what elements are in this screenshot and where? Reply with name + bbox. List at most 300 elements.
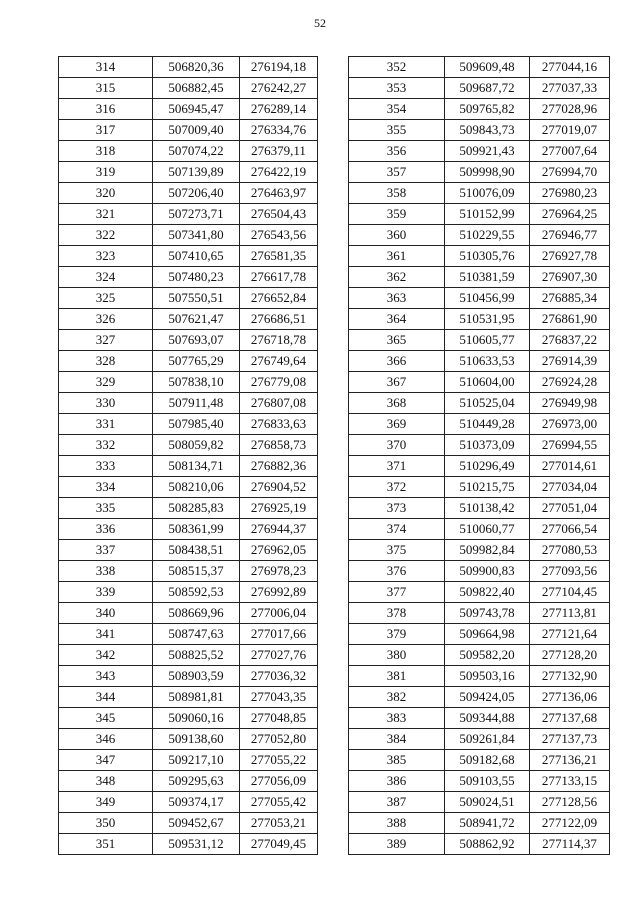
table-row (59, 813, 318, 834)
point-number-cell: 336 (59, 519, 153, 540)
table-body-left (59, 57, 318, 855)
point-number-cell: 372 (349, 477, 445, 498)
y-coordinate-cell: 277137,68 (530, 708, 610, 729)
y-coordinate-cell: 276463,97 (240, 183, 318, 204)
point-number-cell: 346 (59, 729, 153, 750)
table-row (349, 183, 610, 204)
table-row (59, 834, 318, 855)
point-number-cell: 330 (59, 393, 153, 414)
point-number-cell: 381 (349, 666, 445, 687)
y-coordinate-cell: 276749,64 (240, 351, 318, 372)
point-number-cell: 340 (59, 603, 153, 624)
table-row (349, 498, 610, 519)
point-number-cell: 327 (59, 330, 153, 351)
table-row (349, 687, 610, 708)
table-row (59, 729, 318, 750)
table-row (349, 141, 610, 162)
point-number-cell: 374 (349, 519, 445, 540)
table-row (349, 309, 610, 330)
x-coordinate-cell: 507911,48 (153, 393, 240, 414)
point-number-cell: 378 (349, 603, 445, 624)
point-number-cell: 369 (349, 414, 445, 435)
x-coordinate-cell: 509452,67 (153, 813, 240, 834)
coordinates-table-left (58, 56, 318, 855)
table-row (349, 540, 610, 561)
point-number-cell: 350 (59, 813, 153, 834)
x-coordinate-cell: 509217,10 (153, 750, 240, 771)
y-coordinate-cell: 276914,39 (530, 351, 610, 372)
point-number-cell: 339 (59, 582, 153, 603)
y-coordinate-cell: 277132,90 (530, 666, 610, 687)
point-number-cell: 386 (349, 771, 445, 792)
y-coordinate-cell: 277137,73 (530, 729, 610, 750)
table-row (349, 225, 610, 246)
x-coordinate-cell: 510605,77 (445, 330, 530, 351)
x-coordinate-cell: 509138,60 (153, 729, 240, 750)
y-coordinate-cell: 277136,06 (530, 687, 610, 708)
point-number-cell: 388 (349, 813, 445, 834)
y-coordinate-cell: 277019,07 (530, 120, 610, 141)
point-number-cell: 353 (349, 78, 445, 99)
y-coordinate-cell: 277093,56 (530, 561, 610, 582)
table-row (349, 603, 610, 624)
y-coordinate-cell: 276904,52 (240, 477, 318, 498)
x-coordinate-cell: 507985,40 (153, 414, 240, 435)
y-coordinate-cell: 276807,08 (240, 393, 318, 414)
x-coordinate-cell: 508210,06 (153, 477, 240, 498)
x-coordinate-cell: 510456,99 (445, 288, 530, 309)
point-number-cell: 321 (59, 204, 153, 225)
table-row (349, 246, 610, 267)
y-coordinate-cell: 276925,19 (240, 498, 318, 519)
table-row (59, 309, 318, 330)
x-coordinate-cell: 510449,28 (445, 414, 530, 435)
point-number-cell: 314 (59, 57, 153, 78)
y-coordinate-cell: 277007,64 (530, 141, 610, 162)
x-coordinate-cell: 509900,83 (445, 561, 530, 582)
x-coordinate-cell: 508438,51 (153, 540, 240, 561)
y-coordinate-cell: 277080,53 (530, 540, 610, 561)
point-number-cell: 383 (349, 708, 445, 729)
table-row (59, 561, 318, 582)
table-row (59, 120, 318, 141)
point-number-cell: 326 (59, 309, 153, 330)
x-coordinate-cell: 508941,72 (445, 813, 530, 834)
y-coordinate-cell: 277122,09 (530, 813, 610, 834)
x-coordinate-cell: 508059,82 (153, 435, 240, 456)
point-number-cell: 389 (349, 834, 445, 855)
y-coordinate-cell: 276994,70 (530, 162, 610, 183)
x-coordinate-cell: 510633,53 (445, 351, 530, 372)
table-row (59, 666, 318, 687)
table-row (59, 351, 318, 372)
table-row (349, 120, 610, 141)
y-coordinate-cell: 276652,84 (240, 288, 318, 309)
table-body-right (349, 57, 610, 855)
y-coordinate-cell: 277136,21 (530, 750, 610, 771)
point-number-cell: 331 (59, 414, 153, 435)
point-number-cell: 337 (59, 540, 153, 561)
x-coordinate-cell: 506945,47 (153, 99, 240, 120)
point-number-cell: 360 (349, 225, 445, 246)
y-coordinate-cell: 277048,85 (240, 708, 318, 729)
y-coordinate-cell: 276422,19 (240, 162, 318, 183)
table-row (349, 99, 610, 120)
y-coordinate-cell: 276946,77 (530, 225, 610, 246)
x-coordinate-cell: 508903,59 (153, 666, 240, 687)
table-row (349, 267, 610, 288)
y-coordinate-cell: 277044,16 (530, 57, 610, 78)
x-coordinate-cell: 510296,49 (445, 456, 530, 477)
y-coordinate-cell: 277056,09 (240, 771, 318, 792)
x-coordinate-cell: 509503,16 (445, 666, 530, 687)
x-coordinate-cell: 508825,52 (153, 645, 240, 666)
y-coordinate-cell: 276994,55 (530, 435, 610, 456)
point-number-cell: 329 (59, 372, 153, 393)
y-coordinate-cell: 277006,04 (240, 603, 318, 624)
table-row (349, 666, 610, 687)
point-number-cell: 319 (59, 162, 153, 183)
x-coordinate-cell: 509743,78 (445, 603, 530, 624)
table-row (349, 414, 610, 435)
x-coordinate-cell: 509765,82 (445, 99, 530, 120)
point-number-cell: 324 (59, 267, 153, 288)
y-coordinate-cell: 277014,61 (530, 456, 610, 477)
point-number-cell: 387 (349, 792, 445, 813)
x-coordinate-cell: 509374,17 (153, 792, 240, 813)
table-row (59, 771, 318, 792)
y-coordinate-cell: 276334,76 (240, 120, 318, 141)
x-coordinate-cell: 509921,43 (445, 141, 530, 162)
x-coordinate-cell: 509664,98 (445, 624, 530, 645)
table-row (59, 183, 318, 204)
point-number-cell: 361 (349, 246, 445, 267)
x-coordinate-cell: 508134,71 (153, 456, 240, 477)
x-coordinate-cell: 509687,72 (445, 78, 530, 99)
table-row (349, 456, 610, 477)
table-row (59, 246, 318, 267)
table-row (349, 435, 610, 456)
x-coordinate-cell: 508515,37 (153, 561, 240, 582)
y-coordinate-cell: 277028,96 (530, 99, 610, 120)
x-coordinate-cell: 507550,51 (153, 288, 240, 309)
x-coordinate-cell: 507273,71 (153, 204, 240, 225)
point-number-cell: 334 (59, 477, 153, 498)
x-coordinate-cell: 509344,88 (445, 708, 530, 729)
point-number-cell: 367 (349, 372, 445, 393)
y-coordinate-cell: 276617,78 (240, 267, 318, 288)
point-number-cell: 364 (349, 309, 445, 330)
y-coordinate-cell: 276992,89 (240, 582, 318, 603)
x-coordinate-cell: 510076,09 (445, 183, 530, 204)
x-coordinate-cell: 510229,55 (445, 225, 530, 246)
y-coordinate-cell: 277034,04 (530, 477, 610, 498)
point-number-cell: 317 (59, 120, 153, 141)
table-row (59, 708, 318, 729)
x-coordinate-cell: 510138,42 (445, 498, 530, 519)
y-coordinate-cell: 276861,90 (530, 309, 610, 330)
point-number-cell: 380 (349, 645, 445, 666)
table-row (349, 813, 610, 834)
y-coordinate-cell: 277128,20 (530, 645, 610, 666)
table-row (59, 393, 318, 414)
point-number-cell: 335 (59, 498, 153, 519)
table-row (349, 582, 610, 603)
y-coordinate-cell: 276581,35 (240, 246, 318, 267)
table-row (349, 288, 610, 309)
point-number-cell: 322 (59, 225, 153, 246)
table-row (59, 582, 318, 603)
table-row (349, 351, 610, 372)
point-number-cell: 333 (59, 456, 153, 477)
x-coordinate-cell: 509060,16 (153, 708, 240, 729)
x-coordinate-cell: 510305,76 (445, 246, 530, 267)
table-row (59, 141, 318, 162)
x-coordinate-cell: 508361,99 (153, 519, 240, 540)
point-number-cell: 370 (349, 435, 445, 456)
table-row (349, 708, 610, 729)
x-coordinate-cell: 509982,84 (445, 540, 530, 561)
table-row (349, 561, 610, 582)
point-number-cell: 352 (349, 57, 445, 78)
page-number: 52 (314, 16, 326, 30)
point-number-cell: 316 (59, 99, 153, 120)
x-coordinate-cell: 509295,63 (153, 771, 240, 792)
x-coordinate-cell: 509531,12 (153, 834, 240, 855)
point-number-cell: 355 (349, 120, 445, 141)
x-coordinate-cell: 510215,75 (445, 477, 530, 498)
point-number-cell: 358 (349, 183, 445, 204)
table-row (349, 771, 610, 792)
y-coordinate-cell: 276907,30 (530, 267, 610, 288)
table-row (349, 645, 610, 666)
point-number-cell: 344 (59, 687, 153, 708)
point-number-cell: 365 (349, 330, 445, 351)
y-coordinate-cell: 277049,45 (240, 834, 318, 855)
point-number-cell: 359 (349, 204, 445, 225)
point-number-cell: 332 (59, 435, 153, 456)
table-row (349, 729, 610, 750)
point-number-cell: 323 (59, 246, 153, 267)
table-row (59, 225, 318, 246)
table-row (349, 624, 610, 645)
y-coordinate-cell: 276924,28 (530, 372, 610, 393)
point-number-cell: 363 (349, 288, 445, 309)
point-number-cell: 366 (349, 351, 445, 372)
x-coordinate-cell: 508981,81 (153, 687, 240, 708)
y-coordinate-cell: 276962,05 (240, 540, 318, 561)
y-coordinate-cell: 277053,21 (240, 813, 318, 834)
point-number-cell: 373 (349, 498, 445, 519)
y-coordinate-cell: 277055,42 (240, 792, 318, 813)
x-coordinate-cell: 507765,29 (153, 351, 240, 372)
y-coordinate-cell: 276779,08 (240, 372, 318, 393)
y-coordinate-cell: 277128,56 (530, 792, 610, 813)
point-number-cell: 343 (59, 666, 153, 687)
point-number-cell: 384 (349, 729, 445, 750)
table-row (59, 330, 318, 351)
table-row (349, 519, 610, 540)
point-number-cell: 362 (349, 267, 445, 288)
x-coordinate-cell: 509998,90 (445, 162, 530, 183)
table-row (59, 750, 318, 771)
x-coordinate-cell: 509424,05 (445, 687, 530, 708)
table-row (59, 435, 318, 456)
point-number-cell: 349 (59, 792, 153, 813)
y-coordinate-cell: 276242,27 (240, 78, 318, 99)
table-row (59, 624, 318, 645)
point-number-cell: 354 (349, 99, 445, 120)
table-row (349, 477, 610, 498)
point-number-cell: 320 (59, 183, 153, 204)
table-row (349, 372, 610, 393)
y-coordinate-cell: 276379,11 (240, 141, 318, 162)
table-row (59, 414, 318, 435)
table-row (59, 792, 318, 813)
x-coordinate-cell: 507009,40 (153, 120, 240, 141)
point-number-cell: 318 (59, 141, 153, 162)
table-row (59, 456, 318, 477)
x-coordinate-cell: 507206,40 (153, 183, 240, 204)
y-coordinate-cell: 276964,25 (530, 204, 610, 225)
y-coordinate-cell: 277113,81 (530, 603, 610, 624)
point-number-cell: 347 (59, 750, 153, 771)
y-coordinate-cell: 277017,66 (240, 624, 318, 645)
table-row (59, 645, 318, 666)
point-number-cell: 338 (59, 561, 153, 582)
table-row (59, 603, 318, 624)
x-coordinate-cell: 506882,45 (153, 78, 240, 99)
coordinates-table-right (348, 56, 610, 855)
table-row (59, 267, 318, 288)
x-coordinate-cell: 508747,63 (153, 624, 240, 645)
y-coordinate-cell: 276980,23 (530, 183, 610, 204)
point-number-cell: 348 (59, 771, 153, 792)
table-row (349, 393, 610, 414)
y-coordinate-cell: 277133,15 (530, 771, 610, 792)
x-coordinate-cell: 510604,00 (445, 372, 530, 393)
y-coordinate-cell: 277114,37 (530, 834, 610, 855)
point-number-cell: 379 (349, 624, 445, 645)
x-coordinate-cell: 508862,92 (445, 834, 530, 855)
y-coordinate-cell: 276885,34 (530, 288, 610, 309)
table-row (59, 162, 318, 183)
y-coordinate-cell: 277037,33 (530, 78, 610, 99)
y-coordinate-cell: 276837,22 (530, 330, 610, 351)
x-coordinate-cell: 508592,53 (153, 582, 240, 603)
y-coordinate-cell: 276882,36 (240, 456, 318, 477)
y-coordinate-cell: 276949,98 (530, 393, 610, 414)
y-coordinate-cell: 277066,54 (530, 519, 610, 540)
point-number-cell: 328 (59, 351, 153, 372)
y-coordinate-cell: 277051,04 (530, 498, 610, 519)
x-coordinate-cell: 508285,83 (153, 498, 240, 519)
table-row (349, 330, 610, 351)
x-coordinate-cell: 509609,48 (445, 57, 530, 78)
table-row (349, 162, 610, 183)
y-coordinate-cell: 276973,00 (530, 414, 610, 435)
x-coordinate-cell: 509103,55 (445, 771, 530, 792)
table-row (349, 57, 610, 78)
point-number-cell: 351 (59, 834, 153, 855)
x-coordinate-cell: 509582,20 (445, 645, 530, 666)
point-number-cell: 368 (349, 393, 445, 414)
table-row (59, 477, 318, 498)
x-coordinate-cell: 507480,23 (153, 267, 240, 288)
table-row (349, 792, 610, 813)
table-row (59, 372, 318, 393)
x-coordinate-cell: 510060,77 (445, 519, 530, 540)
point-number-cell: 377 (349, 582, 445, 603)
x-coordinate-cell: 509843,73 (445, 120, 530, 141)
point-number-cell: 382 (349, 687, 445, 708)
y-coordinate-cell: 276944,37 (240, 519, 318, 540)
x-coordinate-cell: 510381,59 (445, 267, 530, 288)
point-number-cell: 356 (349, 141, 445, 162)
x-coordinate-cell: 507139,89 (153, 162, 240, 183)
point-number-cell: 371 (349, 456, 445, 477)
y-coordinate-cell: 277055,22 (240, 750, 318, 771)
table-row (59, 498, 318, 519)
x-coordinate-cell: 508669,96 (153, 603, 240, 624)
table-row (59, 78, 318, 99)
table-row (59, 687, 318, 708)
y-coordinate-cell: 276718,78 (240, 330, 318, 351)
y-coordinate-cell: 276194,18 (240, 57, 318, 78)
point-number-cell: 342 (59, 645, 153, 666)
point-number-cell: 375 (349, 540, 445, 561)
x-coordinate-cell: 509182,68 (445, 750, 530, 771)
x-coordinate-cell: 507621,47 (153, 309, 240, 330)
x-coordinate-cell: 507838,10 (153, 372, 240, 393)
table-row (349, 750, 610, 771)
table-row (59, 540, 318, 561)
y-coordinate-cell: 277043,35 (240, 687, 318, 708)
point-number-cell: 376 (349, 561, 445, 582)
y-coordinate-cell: 276833,63 (240, 414, 318, 435)
x-coordinate-cell: 510152,99 (445, 204, 530, 225)
y-coordinate-cell: 277027,76 (240, 645, 318, 666)
y-coordinate-cell: 276927,78 (530, 246, 610, 267)
x-coordinate-cell: 509822,40 (445, 582, 530, 603)
y-coordinate-cell: 276543,56 (240, 225, 318, 246)
x-coordinate-cell: 510373,09 (445, 435, 530, 456)
table-row (59, 288, 318, 309)
x-coordinate-cell: 510531,95 (445, 309, 530, 330)
point-number-cell: 325 (59, 288, 153, 309)
point-number-cell: 385 (349, 750, 445, 771)
point-number-cell: 315 (59, 78, 153, 99)
x-coordinate-cell: 507341,80 (153, 225, 240, 246)
x-coordinate-cell: 509024,51 (445, 792, 530, 813)
y-coordinate-cell: 277104,45 (530, 582, 610, 603)
y-coordinate-cell: 276978,23 (240, 561, 318, 582)
table-row (59, 99, 318, 120)
x-coordinate-cell: 510525,04 (445, 393, 530, 414)
table-row (59, 204, 318, 225)
y-coordinate-cell: 277052,80 (240, 729, 318, 750)
y-coordinate-cell: 276504,43 (240, 204, 318, 225)
table-row (59, 519, 318, 540)
point-number-cell: 345 (59, 708, 153, 729)
y-coordinate-cell: 276686,51 (240, 309, 318, 330)
point-number-cell: 357 (349, 162, 445, 183)
x-coordinate-cell: 509261,84 (445, 729, 530, 750)
x-coordinate-cell: 506820,36 (153, 57, 240, 78)
table-row (349, 204, 610, 225)
y-coordinate-cell: 276289,14 (240, 99, 318, 120)
y-coordinate-cell: 277036,32 (240, 666, 318, 687)
